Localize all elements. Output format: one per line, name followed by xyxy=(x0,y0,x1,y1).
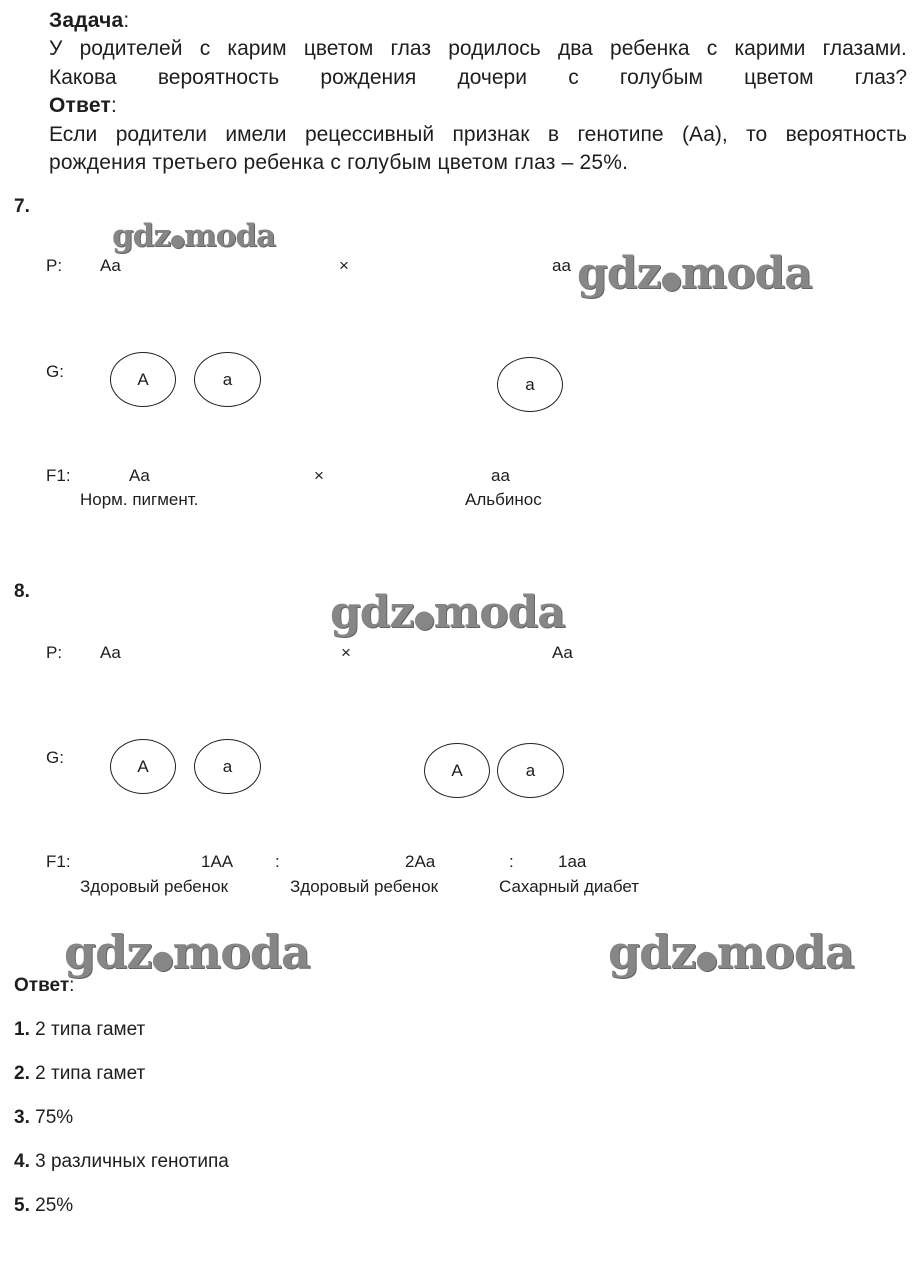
final-answer-item-4: 4. 3 различных генотипа xyxy=(14,1151,229,1172)
watermark: gdz●moda xyxy=(608,925,854,979)
p8-cross: × xyxy=(341,643,351,662)
task-line-1: У родителей с карим цветом глаз родилось два ребенка с карими глазами. xyxy=(49,37,907,60)
p7-cross: × xyxy=(339,256,349,275)
p8-gamete-left-1: A xyxy=(110,739,176,794)
final-answer-item-2: 2. 2 типа гамет xyxy=(14,1063,146,1084)
task-line-2: Какова вероятность рождения дочери с голубым цветом глаз? xyxy=(49,66,907,89)
p7-f1-right-desc: Альбинос xyxy=(465,490,542,509)
p8-f1-ratio-3: 1aa xyxy=(558,852,587,871)
final-answer-item-3: 3. 75% xyxy=(14,1107,74,1128)
p8-f1-label: F1: xyxy=(46,852,71,871)
watermark: gdz●moda xyxy=(577,248,812,299)
p7-f1-left-desc: Норм. пигмент. xyxy=(80,490,199,509)
p8-f1-desc-2: Здоровый ребенок xyxy=(290,877,439,896)
p7-g-label: G: xyxy=(46,362,64,381)
p7-gamete-left-1: A xyxy=(110,352,176,407)
p8-f1-ratio-1: 1AA xyxy=(201,852,234,871)
answer-line-2: рождения третьего ребенка с голубым цветом глаз – 25%. xyxy=(49,151,629,174)
p8-f1-desc-1: Здоровый ребенок xyxy=(80,877,229,896)
p7-p-label: P: xyxy=(46,256,63,275)
p8-p-left: Aa xyxy=(100,643,121,662)
p7-f1-cross: × xyxy=(314,466,324,485)
final-answer-item-5: 5. 25% xyxy=(14,1195,74,1216)
p8-gamete-right-2: a xyxy=(497,743,564,798)
p8-gamete-right-1: A xyxy=(424,743,490,798)
p8-g-label: G: xyxy=(46,748,64,767)
p8-f1-desc-3: Сахарный диабет xyxy=(499,877,640,896)
answer-heading: Ответ: xyxy=(49,94,117,117)
answer-line-1: Если родители имели рецессивный признак в генотипе (Аа), то вероятность xyxy=(49,123,907,146)
task-heading: Задача: xyxy=(49,9,130,32)
final-answer-item-1: 1. 2 типа гамет xyxy=(14,1019,146,1040)
p7-gamete-left-2: a xyxy=(194,352,261,407)
p8-f1-ratio-2: 2Aa xyxy=(405,852,436,871)
p8-f1-ratio-sep-1: : xyxy=(275,852,280,871)
p7-gamete-right-1: a xyxy=(497,357,563,412)
p8-f1-ratio-sep-2: : xyxy=(509,852,514,871)
p7-f1-right: aa xyxy=(491,466,510,485)
p8-p-label: P: xyxy=(46,643,63,662)
p7-p-left: Aa xyxy=(100,256,121,275)
watermark: gdz●moda xyxy=(330,587,565,638)
p7-p-right: aa xyxy=(552,256,571,275)
problem-8-number: 8. xyxy=(14,581,30,602)
p7-f1-left: Aa xyxy=(129,466,150,485)
watermark: gdz●moda xyxy=(64,925,310,979)
problem-7-number: 7. xyxy=(14,196,30,217)
p8-gamete-left-2: a xyxy=(194,739,261,794)
final-answer-heading: Ответ: xyxy=(14,975,75,996)
watermark: gdz●moda xyxy=(112,218,276,254)
p7-f1-label: F1: xyxy=(46,466,71,485)
p8-p-right: Aa xyxy=(552,643,573,662)
